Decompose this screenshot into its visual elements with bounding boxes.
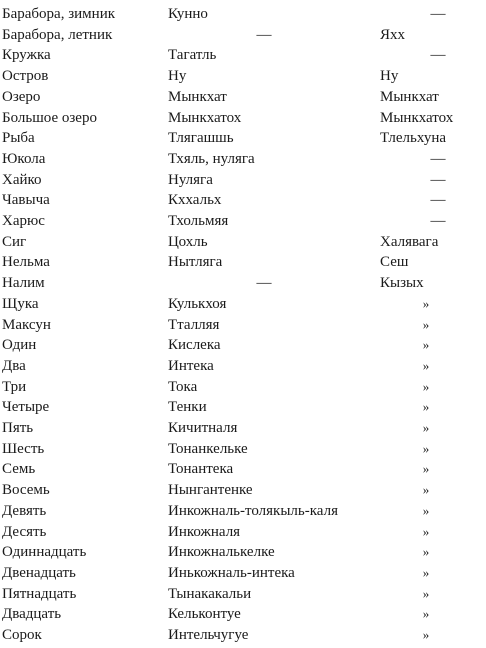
table-row: [0, 604, 486, 625]
dialect-2-cell: »: [422, 564, 430, 580]
table-row: [0, 294, 486, 315]
table-row: [0, 232, 486, 253]
dialect-1-cell: Кислека: [168, 337, 221, 354]
russian-word-cell: Максун: [2, 316, 51, 333]
table-row: [0, 87, 486, 108]
dialect-1-cell: Кичитналя: [168, 420, 238, 437]
dialect-2-cell: »: [422, 399, 430, 415]
dialect-2-cell: »: [422, 523, 430, 539]
dialect-1-cell: Нуляга: [168, 171, 213, 188]
russian-word-cell: Щука: [2, 295, 39, 312]
table-row: [0, 356, 486, 377]
dialect-2-cell: »: [422, 316, 430, 332]
russian-word-cell: Хайко: [2, 171, 42, 188]
dialect-1-cell: Нытляга: [168, 254, 223, 271]
russian-word-cell: Один: [2, 337, 37, 354]
dialect-2-cell: Тлельхуна: [380, 130, 446, 147]
russian-word-cell: Сорок: [2, 627, 42, 644]
russian-word-cell: Двенадцать: [2, 564, 76, 581]
table-row: [0, 439, 486, 460]
dialect-2-cell: »: [422, 337, 430, 353]
dialect-2-cell: —: [430, 47, 446, 64]
dialect-1-cell: Тонантека: [168, 461, 234, 478]
russian-word-cell: Большое озеро: [2, 109, 97, 126]
table-row: [0, 418, 486, 439]
russian-word-cell: Пять: [2, 420, 34, 437]
russian-word-cell: Нельма: [2, 254, 50, 271]
dialect-1-cell: Инкожналя: [168, 523, 241, 540]
table-row: [0, 45, 486, 66]
russian-word-cell: Сиг: [2, 233, 27, 250]
dialect-1-cell: Тонанкельке: [168, 440, 248, 457]
vocabulary-table: [0, 4, 486, 646]
russian-word-cell: Три: [2, 378, 27, 395]
dialect-2-cell: »: [422, 357, 430, 373]
dialect-1-cell: Тхольмяя: [168, 213, 229, 230]
russian-word-cell: Барабора, зимник: [2, 6, 116, 22]
table-row: [0, 584, 486, 605]
dialect-2-cell: »: [422, 461, 430, 477]
dialect-2-cell: »: [422, 502, 430, 518]
dialect-2-cell: »: [422, 482, 430, 498]
vocabulary-page: [0, 4, 486, 646]
table-row: [0, 4, 486, 25]
russian-word-cell: Восемь: [2, 482, 50, 499]
russian-word-cell: Девять: [2, 502, 47, 519]
russian-word-cell: Юкола: [2, 150, 46, 167]
dialect-2-cell: »: [422, 544, 430, 560]
russian-word-cell: Десять: [2, 523, 47, 540]
dialect-2-cell: Кызых: [380, 275, 424, 292]
russian-word-cell: Семь: [2, 461, 36, 478]
dialect-1-cell: —: [256, 26, 272, 43]
dialect-1-cell: Нынгантенке: [168, 482, 253, 499]
table-row: [0, 501, 486, 522]
russian-word-cell: Озеро: [2, 88, 41, 105]
table-row: [0, 108, 486, 129]
dialect-2-cell: Ну: [380, 68, 399, 85]
russian-word-cell: Барабора, летник: [2, 26, 113, 43]
table-row: [0, 377, 486, 398]
russian-word-cell: Четыре: [2, 399, 50, 416]
dialect-1-cell: —: [256, 275, 272, 292]
dialect-2-cell: »: [422, 627, 430, 643]
dialect-1-cell: Цохль: [168, 233, 208, 250]
dialect-2-cell: Сеш: [380, 254, 409, 271]
table-row: [0, 149, 486, 170]
dialect-1-cell: Ну: [168, 68, 187, 85]
russian-word-cell: Двадцать: [2, 606, 62, 623]
dialect-2-cell: —: [430, 150, 446, 167]
dialect-2-cell: »: [422, 585, 430, 601]
dialect-2-cell: —: [430, 171, 446, 188]
table-row: [0, 625, 486, 646]
table-row: [0, 315, 486, 336]
russian-word-cell: Чавыча: [2, 192, 50, 209]
dialect-2-cell: —: [430, 213, 446, 230]
table-row: [0, 480, 486, 501]
dialect-1-cell: Тагатль: [168, 47, 217, 64]
dialect-2-cell: »: [422, 295, 430, 311]
table-row: [0, 542, 486, 563]
dialect-2-cell: —: [430, 6, 446, 22]
table-row: [0, 335, 486, 356]
dialect-1-cell: Тынакакальи: [168, 585, 252, 602]
dialect-1-cell: Кельконтуе: [168, 606, 241, 623]
russian-word-cell: Шесть: [2, 440, 45, 457]
russian-word-cell: Остров: [2, 68, 49, 85]
table-row: [0, 170, 486, 191]
dialect-1-cell: Мынкхатох: [168, 109, 242, 126]
dialect-2-cell: Мынкхат: [380, 88, 439, 105]
dialect-1-cell: Мынкхат: [168, 88, 227, 105]
dialect-2-cell: »: [422, 420, 430, 436]
dialect-2-cell: »: [422, 440, 430, 456]
table-row: [0, 66, 486, 87]
dialect-2-cell: »: [422, 378, 430, 394]
dialect-2-cell: Мынкхатох: [380, 109, 454, 126]
russian-word-cell: Харюс: [2, 213, 45, 230]
russian-word-cell: Рыба: [2, 130, 35, 147]
dialect-1-cell: Кулькхоя: [168, 295, 227, 312]
dialect-1-cell: Тока: [168, 378, 198, 395]
dialect-1-cell: Тхяль, нуляга: [168, 150, 255, 167]
dialect-1-cell: Кххальх: [168, 192, 222, 209]
table-row: [0, 252, 486, 273]
table-row: [0, 522, 486, 543]
dialect-1-cell: Инькожналь-интека: [168, 564, 295, 581]
table-row: [0, 273, 486, 294]
russian-word-cell: Пятнадцать: [2, 585, 77, 602]
table-row: [0, 128, 486, 149]
table-row: [0, 211, 486, 232]
table-row: [0, 397, 486, 418]
dialect-2-cell: Халявага: [380, 233, 439, 250]
dialect-2-cell: »: [422, 606, 430, 622]
dialect-2-cell: —: [430, 192, 446, 209]
table-row: [0, 563, 486, 584]
russian-word-cell: Кружка: [2, 47, 51, 64]
dialect-1-cell: Инкожналькелке: [168, 544, 275, 561]
dialect-1-cell: Интека: [168, 357, 214, 374]
russian-word-cell: Одиннадцать: [2, 544, 87, 561]
dialect-1-cell: Тталляя: [168, 316, 220, 333]
dialect-1-cell: Тлягашшь: [168, 130, 234, 147]
dialect-1-cell: Инкожналь-толякыль-каля: [168, 502, 338, 519]
dialect-2-cell: Яхх: [380, 26, 406, 43]
russian-word-cell: Налим: [2, 275, 45, 292]
russian-word-cell: Два: [2, 357, 26, 374]
table-row: [0, 190, 486, 211]
table-row: [0, 459, 486, 480]
table-row: [0, 25, 486, 46]
dialect-1-cell: Тенки: [168, 399, 207, 416]
vocabulary-table-body: [0, 4, 486, 646]
dialect-1-cell: Кунно: [168, 6, 208, 22]
dialect-1-cell: Интельчугуе: [168, 627, 249, 644]
